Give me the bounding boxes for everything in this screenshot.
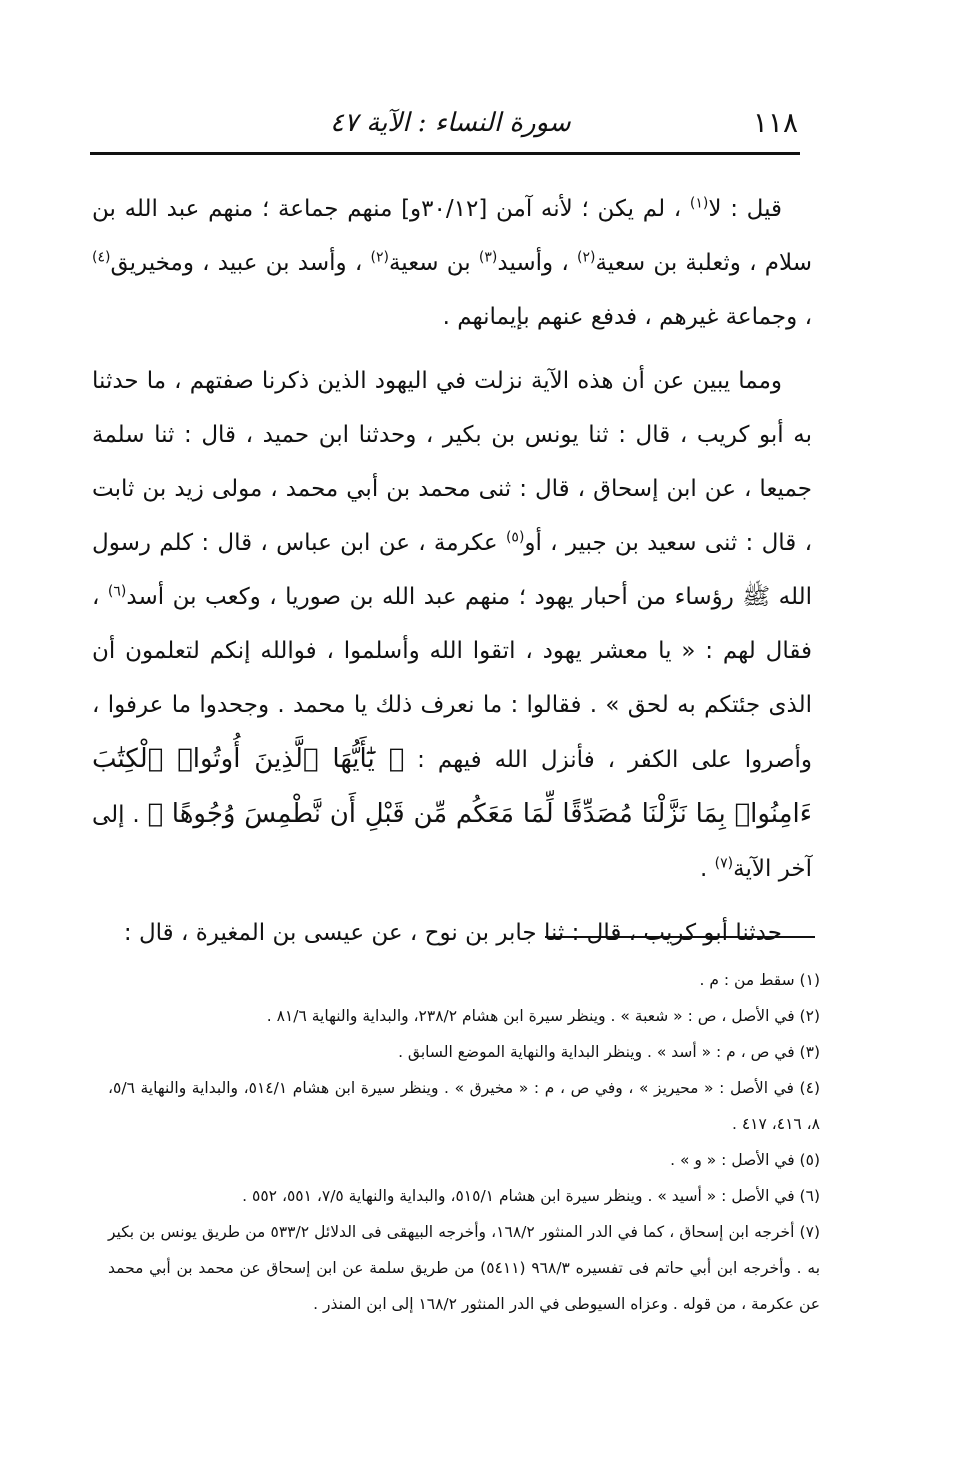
footnote-reference: (٧) — [714, 855, 734, 872]
body-text-run: حدثنا أبو كريب ، قال : ثنا جابر بن نوح ، عن عيسى بن المغيرة ، قال : — [123, 920, 782, 946]
body-paragraph — [92, 906, 812, 960]
body-text-run: . إلى آخر الآية — [92, 802, 812, 882]
body-text-run: . — [700, 856, 715, 882]
body-text-run: قيل : لا — [708, 196, 782, 222]
body-text-run: عكرمة ، عن ابن عباس ، قال : كلم رسول الله ﷺ رؤساء من أحبار يهود ؛ منهم عبد الله بن صوريا ، وكعب بن أسد — [92, 530, 813, 610]
quran-verse: ﴿ يَٰٓأَيُّهَا ٱلَّذِينَ أُوتُوا۟ ٱلْكِتَٰبَ ءَامِنُوا۟ بِمَا نَزَّلْنَا مُصَدِّقًا لِّمَا مَعَكُم مِّن قَبْلِ أَن نَّطْمِسَ وُجُوهًا ﴾ — [92, 744, 812, 829]
header-rule — [90, 152, 800, 155]
footnote-reference: (٢) — [577, 249, 596, 266]
running-title: سورة النساء : الآية ٤٧ — [330, 108, 571, 138]
footnote-reference: (٢) — [370, 249, 389, 266]
page-number: ١١٨ — [752, 106, 798, 139]
footnote: (٢) في الأصل ، ص : « شعبة » . وينظر سيرة ابن هشام ٢٣٨/٢، والبداية والنهاية ٨١/٦ . — [266, 1007, 820, 1025]
body-text-run: ، وأسيد — [497, 250, 577, 276]
body-text-run: ، وجماعة غيرهم ، فدفع عنهم بإيمانهم . — [442, 304, 812, 330]
main-text — [92, 182, 812, 960]
footnote: (٦) في الأصل : « أسيد » . وينظر سيرة ابن هشام ٥١٥/١، والبداية والنهاية ٧/٥، ٥٥١، ٥٥٢ . — [242, 1187, 820, 1205]
footnote-reference: (٤) — [92, 249, 111, 266]
body-text-run: ومما يبين عن أن هذه الآية نزلت في اليهود الذين ذكرنا صفتهم ، ما حدثنا به أبو كريب ، قال : ثنا يونس بن بكير ، وحدثنا ابن حميد ، قال : ثنا سلمة جميعا ، عن ابن إسحاق ، قال : ثنى محمد بن أبي محمد ، مولى زيد بن ثابت ، قال : ثنى سعيد بن جبير ، أو — [92, 368, 812, 556]
footnotes — [108, 962, 820, 1322]
footnote-reference: (٦) — [107, 583, 127, 600]
body-text-run: بن سعية — [388, 250, 479, 276]
body-text-run: ، وأسد بن عبيد ، ومخيريق — [110, 250, 371, 276]
body-paragraph — [92, 354, 812, 896]
footnote: (٥) في الأصل : « و » . — [670, 1151, 820, 1169]
footnote: (١) سقط من : م . — [699, 971, 820, 989]
body-text-run: ، لم يكن ؛ لأنه آمن [٣٠/١٢و] منهم جماعة ؛ منهم عبد الله بن سلام ، وثعلبة بن سعية — [92, 196, 812, 276]
footnote: (٤) في الأصل : « محيريز » ، وفي ص ، م : « مخيرق » . وينظر سيرة ابن هشام ٥١٤/١، والبداية والنهاية ٥/٦، ٨، ٤١٦، ٤١٧ . — [108, 1079, 820, 1133]
footnote-reference: (٥) — [505, 529, 525, 546]
footnote: (٣) في ص ، م : « أسد » . وينظر البداية والنهاية الموضع السابق . — [398, 1043, 820, 1061]
footnote-separator — [545, 936, 815, 938]
page-header — [90, 100, 798, 150]
body-text-run: ، فقال لهم : « يا معشر يهود ، اتقوا الله وأسلموا ، فوالله إنكم لتعلمون أن الذى جئتكم به لحق » . فقالوا : ما نعرف ذلك يا محمد . وجحدوا ما عرفوا ، وأصروا على الكفر ، فأنزل الله فيهم : — [92, 584, 812, 773]
footnote: (٧) أخرجه ابن إسحاق ، كما في الدر المنثور ١٦٨/٢، وأخرجه البيهقى فى الدلائل ٥٣٣/٢ من طريق يونس بن بكير به . وأخرجه ابن أبي حاتم فى تفسيره ٩٦٨/٣ (٥٤١١) من طريق سلمة عن ابن إسحاق عن محمد بن أبي محمد عن عكرمة ، من قوله . وعزاه السيوطى في الدر المنثور ١٦٨/٢ إلى ابن المنذر . — [108, 1223, 821, 1313]
footnote-reference: (١) — [689, 195, 709, 212]
body-paragraph — [92, 182, 812, 344]
footnote-reference: (٣) — [478, 249, 498, 266]
